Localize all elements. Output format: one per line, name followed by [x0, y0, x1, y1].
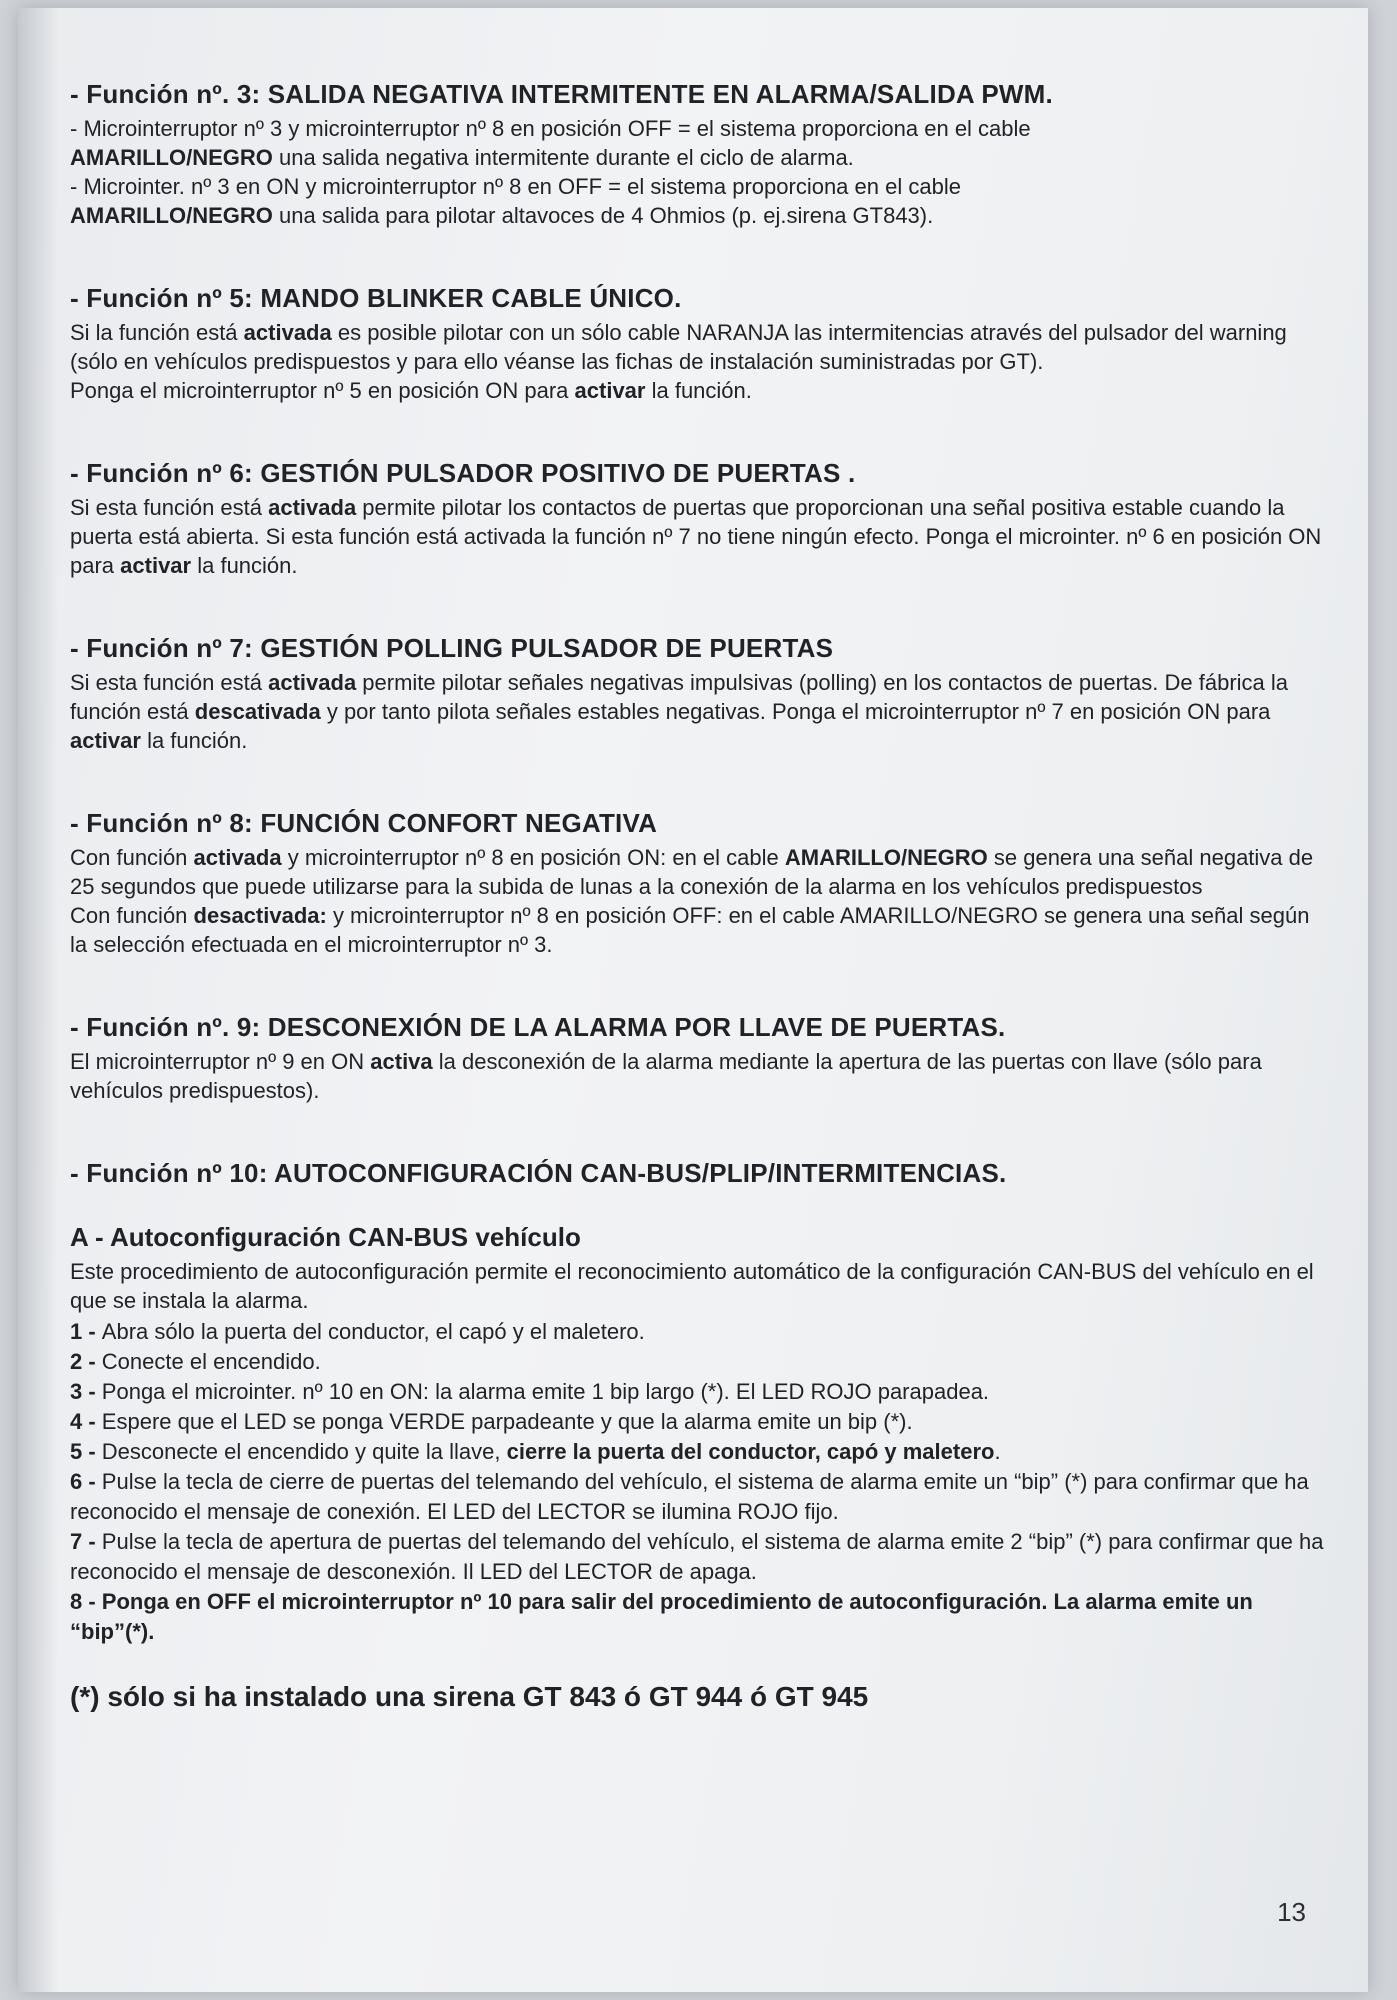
function-section [70, 457, 1330, 580]
step-item [70, 1407, 1330, 1437]
function-section [70, 1157, 1330, 1189]
section-heading: - Función nº 10: AUTOCONFIGURACIÓN CAN-BUS/PLIP/INTERMITENCIAS. [70, 1158, 1007, 1188]
section-paragraph [70, 114, 1330, 143]
section-paragraph [70, 668, 1330, 755]
bold-text: desactivada: [193, 903, 327, 928]
section-paragraph [70, 143, 1330, 172]
subsection-heading: A - Autoconfiguración CAN-BUS vehículo [70, 1222, 581, 1252]
bold-text: activar [574, 378, 646, 403]
text-run: Pulse la tecla de cierre de puertas del telemando del vehículo, el sistema de alarma emite un “bip” (*) para confirmar que ha reconocido el mensaje de conexión. El LED del LECTOR se ilumina ROJO fijo. [70, 1469, 1309, 1524]
step-number: 2 - [70, 1349, 102, 1374]
section-heading: - Función nº. 3: SALIDA NEGATIVA INTERMITENTE EN ALARMA/SALIDA PWM. [70, 79, 1053, 109]
page-number: 13 [1277, 1897, 1306, 1927]
bold-text: activada [268, 495, 357, 520]
function-section [70, 632, 1330, 755]
function-section [70, 807, 1330, 959]
text-run: Si la función está [70, 320, 244, 345]
text-run: Espere que el LED se ponga VERDE parpadeante y que la alarma emite un bip (*). [101, 1409, 913, 1434]
section-paragraph [70, 376, 1330, 405]
step-item [70, 1317, 1330, 1347]
step-number: 7 - [70, 1529, 102, 1554]
function-section [70, 282, 1330, 405]
step-item [70, 1347, 1330, 1377]
text-run: Ponga el microinter. nº 10 en ON: la alarma emite 1 bip largo (*). El LED ROJO parapadea. [101, 1379, 990, 1404]
bold-text: AMARILLO/NEGRO [784, 845, 988, 870]
function-section [70, 78, 1330, 230]
text-run: es posible pilotar con un sólo cable NARANJA las intermitencias através del pulsador del warning (sólo en vehículos predispuestos y para ello véanse las fichas de instalación suministradas por GT). [70, 320, 1287, 374]
step-number: 3 - [70, 1379, 102, 1404]
function-sections [70, 78, 1330, 1189]
bold-text: AMARILLO/NEGRO [70, 203, 273, 228]
text-run: Pulse la tecla de apertura de puertas del telemando del vehículo, el sistema de alarma emite 2 “bip” (*) para confirmar que ha reconocido el mensaje de desconexión. Il LED del LECTOR de apaga. [70, 1529, 1324, 1584]
step-number: 5 - [70, 1439, 102, 1464]
subsection-intro: Este procedimiento de autoconfiguración permite el reconocimiento automático de la configuración CAN-BUS del vehículo en el que se instala la alarma. [70, 1259, 1314, 1313]
footnote: (*) sólo si ha instalado una sirena GT 843 ó GT 944 ó GT 945 [70, 1681, 869, 1712]
autoconfig-subsection [70, 1221, 1330, 1647]
step-number: 8 - [70, 1589, 102, 1614]
bold-text: activada [268, 670, 357, 695]
bold-text: cierre la puerta del conductor, capó y maletero [506, 1439, 995, 1464]
step-item [70, 1587, 1330, 1647]
function-section [70, 1011, 1330, 1105]
text-run: y por tanto pilota señales estables negativas. Ponga el microinterruptor nº 7 en posición ON para [320, 699, 1271, 724]
text-run: Ponga el microinterruptor nº 5 en posición ON para [70, 378, 575, 403]
step-number: 1 - [70, 1319, 102, 1344]
section-paragraph [70, 201, 1330, 230]
section-heading: - Función nº 8: FUNCIÓN CONFORT NEGATIVA [70, 808, 658, 838]
text-run: . [994, 1439, 1001, 1464]
text-run: Abra sólo la puerta del conductor, el capó y el maletero. [101, 1319, 645, 1344]
text-run: Desconecte el encendido y quite la llave, [101, 1439, 507, 1464]
text-run: se genera una señal negativa de 25 segundos que puede utilizarse para la subida de lunas a la conexión de la alarma en los vehículos predispuestos [70, 845, 1314, 899]
section-heading: - Función nº. 9: DESCONEXIÓN DE LA ALARMA POR LLAVE DE PUERTAS. [70, 1012, 1006, 1042]
step-item [70, 1437, 1330, 1467]
section-paragraph [70, 172, 1330, 201]
bold-text: activada [193, 845, 282, 870]
bold-text: Ponga en OFF el microinterruptor nº 10 para salir del procedimiento de autoconfiguración. La alarma emite un “bip”(*). [70, 1589, 1253, 1644]
text-run: Conecte el encendido. [101, 1349, 321, 1374]
text-run: permite pilotar los contactos de puertas que proporcionan una señal positiva estable cuando la puerta está abierta. Si esta función está activada la función nº 7 no tiene ningún efecto. Ponga el microinter. nº 6 en posición ON para [70, 495, 1322, 578]
section-paragraph [70, 493, 1330, 580]
bold-text: activada [243, 320, 332, 345]
text-run: Con función [70, 903, 194, 928]
step-item [70, 1527, 1330, 1587]
bold-text: activar [70, 728, 141, 753]
bold-text: AMARILLO/NEGRO [70, 145, 273, 170]
text-run: El microinterruptor nº 9 en ON [70, 1049, 371, 1074]
text-run: y microinterruptor nº 8 en posición OFF: en el cable AMARILLO/NEGRO se genera una señal según la selección efectuada en el microinterruptor nº 3. [70, 903, 1310, 957]
steps-list [70, 1317, 1330, 1647]
page-content [70, 78, 1330, 1713]
page-fold-shadow [18, 8, 58, 1992]
section-heading: - Función nº 5: MANDO BLINKER CABLE ÚNICO. [70, 283, 682, 313]
bold-text: activar [120, 553, 192, 578]
text-run: la función. [191, 553, 298, 578]
text-run: Si esta función está [70, 495, 269, 520]
step-item [70, 1467, 1330, 1527]
section-paragraph [70, 318, 1330, 376]
section-paragraph [70, 901, 1330, 959]
section-heading: - Función nº 6: GESTIÓN PULSADOR POSITIVO DE PUERTAS . [70, 458, 856, 488]
text-run: la desconexión de la alarma mediante la apertura de las puertas con llave (sólo para vehículos predispuestos). [70, 1049, 1262, 1103]
step-number: 6 - [70, 1469, 102, 1494]
text-run: una salida negativa intermitente durante el ciclo de alarma. [272, 145, 854, 170]
section-heading: - Función nº 7: GESTIÓN POLLING PULSADOR DE PUERTAS [70, 633, 834, 663]
manual-page [18, 8, 1368, 1992]
text-run: - Microinter. nº 3 en ON y microinterruptor nº 8 en OFF = el sistema proporciona en el cable [70, 174, 961, 199]
text-run: una salida para pilotar altavoces de 4 Ohmios (p. ej.sirena GT843). [272, 203, 934, 228]
text-run: y microinterruptor nº 8 en posición ON: en el cable [281, 845, 785, 870]
text-run: - Microinterruptor nº 3 y microinterruptor nº 8 en posición OFF = el sistema proporciona en el cable [70, 116, 1031, 141]
text-run: Si esta función está [70, 670, 269, 695]
section-paragraph [70, 1047, 1330, 1105]
text-run: la función. [140, 728, 248, 753]
step-item [70, 1377, 1330, 1407]
bold-text: activa [370, 1049, 433, 1074]
text-run: Con función [70, 845, 194, 870]
text-run: permite pilotar señales negativas impulsivas (polling) en los contactos de puertas. De fábrica la función está [70, 670, 1288, 724]
step-number: 4 - [70, 1409, 102, 1434]
bold-text: descativada [194, 699, 321, 724]
section-paragraph [70, 843, 1330, 901]
text-run: la función. [645, 378, 752, 403]
